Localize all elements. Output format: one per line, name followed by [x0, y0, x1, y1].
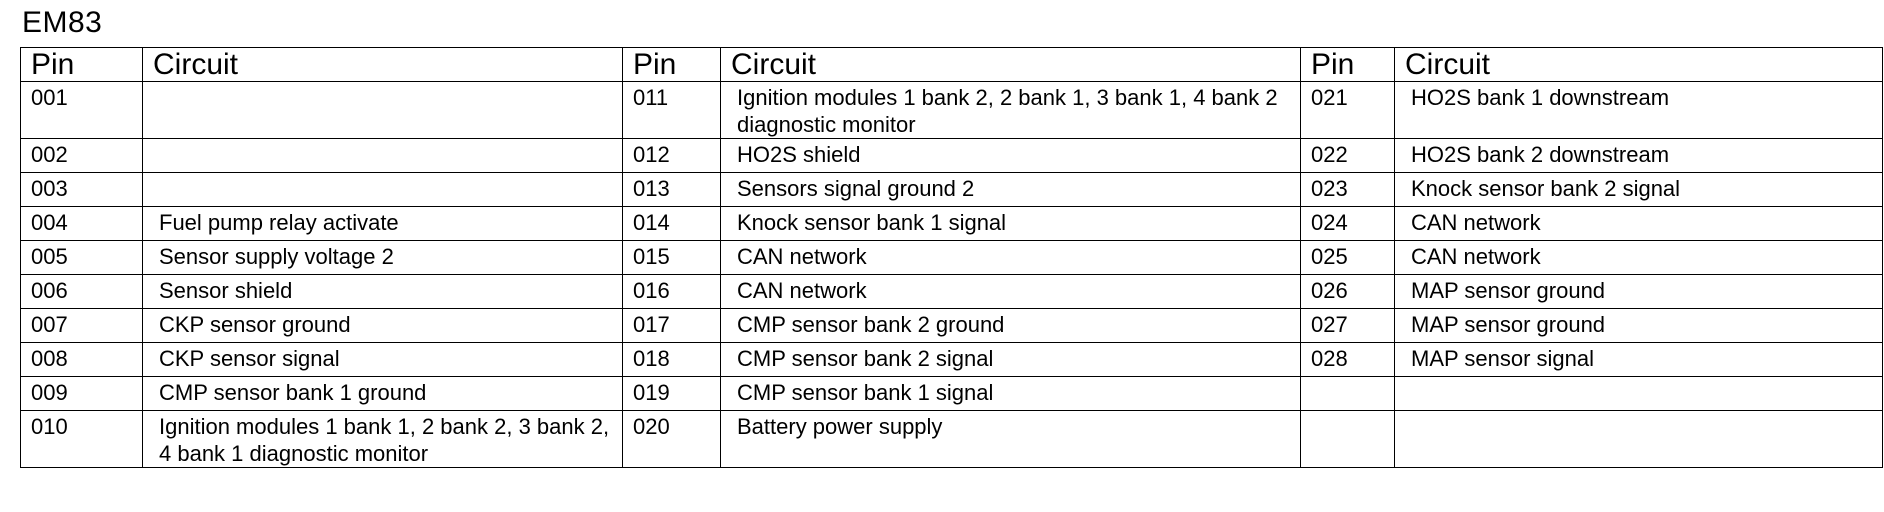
circuit-cell: Sensor shield	[143, 275, 623, 309]
circuit-cell: Sensors signal ground 2	[721, 173, 1301, 207]
circuit-cell: Knock sensor bank 1 signal	[721, 207, 1301, 241]
pin-cell: 001	[21, 82, 143, 139]
circuit-cell: CMP sensor bank 2 signal	[721, 343, 1301, 377]
circuit-cell	[143, 82, 623, 139]
pin-cell: 025	[1301, 241, 1395, 275]
table-row	[21, 139, 1883, 173]
table-row	[21, 377, 1883, 411]
circuit-cell: Fuel pump relay activate	[143, 207, 623, 241]
pin-cell: 002	[21, 139, 143, 173]
circuit-cell: CKP sensor signal	[143, 343, 623, 377]
circuit-cell: Ignition modules 1 bank 2, 2 bank 1, 3 bank 1, 4 bank 2 diagnostic monitor	[721, 82, 1301, 139]
circuit-cell: CKP sensor ground	[143, 309, 623, 343]
pin-cell: 011	[623, 82, 721, 139]
circuit-header-3: Circuit	[1395, 48, 1883, 82]
circuit-cell: Sensor supply voltage 2	[143, 241, 623, 275]
pin-header-2: Pin	[623, 48, 721, 82]
circuit-cell	[143, 173, 623, 207]
pin-cell: 026	[1301, 275, 1395, 309]
circuit-cell: HO2S shield	[721, 139, 1301, 173]
circuit-cell: HO2S bank 1 downstream	[1395, 82, 1883, 139]
pin-cell: 003	[21, 173, 143, 207]
table-row	[21, 241, 1883, 275]
pin-cell: 013	[623, 173, 721, 207]
circuit-cell: MAP sensor signal	[1395, 343, 1883, 377]
pin-header-3: Pin	[1301, 48, 1395, 82]
pin-cell	[1301, 377, 1395, 411]
table-row	[21, 275, 1883, 309]
pin-cell: 007	[21, 309, 143, 343]
circuit-cell	[1395, 377, 1883, 411]
circuit-cell	[143, 139, 623, 173]
pin-cell: 010	[21, 411, 143, 468]
pin-cell: 012	[623, 139, 721, 173]
pin-cell: 019	[623, 377, 721, 411]
pin-header-1: Pin	[21, 48, 143, 82]
pin-cell	[1301, 411, 1395, 468]
pin-cell: 008	[21, 343, 143, 377]
circuit-cell	[1395, 411, 1883, 468]
circuit-cell: CAN network	[721, 241, 1301, 275]
circuit-cell: CMP sensor bank 2 ground	[721, 309, 1301, 343]
pin-circuit-table	[20, 47, 1883, 468]
pin-cell: 027	[1301, 309, 1395, 343]
circuit-cell: Ignition modules 1 bank 1, 2 bank 2, 3 bank 2, 4 bank 1 diagnostic monitor	[143, 411, 623, 468]
table-row	[21, 82, 1883, 139]
pin-cell: 014	[623, 207, 721, 241]
circuit-cell: CAN network	[1395, 241, 1883, 275]
header-row	[21, 48, 1883, 82]
table-row	[21, 173, 1883, 207]
circuit-cell: Knock sensor bank 2 signal	[1395, 173, 1883, 207]
circuit-cell: CMP sensor bank 1 ground	[143, 377, 623, 411]
pin-cell: 006	[21, 275, 143, 309]
pin-cell: 022	[1301, 139, 1395, 173]
pin-cell: 020	[623, 411, 721, 468]
pin-cell: 004	[21, 207, 143, 241]
pin-cell: 009	[21, 377, 143, 411]
pin-cell: 024	[1301, 207, 1395, 241]
pin-cell: 028	[1301, 343, 1395, 377]
pin-cell: 023	[1301, 173, 1395, 207]
pin-cell: 005	[21, 241, 143, 275]
circuit-cell: MAP sensor ground	[1395, 275, 1883, 309]
circuit-cell: CAN network	[1395, 207, 1883, 241]
table-row	[21, 309, 1883, 343]
circuit-cell: CAN network	[721, 275, 1301, 309]
circuit-cell: CMP sensor bank 1 signal	[721, 377, 1301, 411]
table-row	[21, 411, 1883, 468]
circuit-header-1: Circuit	[143, 48, 623, 82]
table-row	[21, 207, 1883, 241]
pin-cell: 017	[623, 309, 721, 343]
pin-cell: 021	[1301, 82, 1395, 139]
pin-cell: 015	[623, 241, 721, 275]
pin-cell: 018	[623, 343, 721, 377]
circuit-cell: HO2S bank 2 downstream	[1395, 139, 1883, 173]
circuit-cell: MAP sensor ground	[1395, 309, 1883, 343]
connector-title: EM83	[22, 6, 103, 39]
table-row	[21, 343, 1883, 377]
pin-cell: 016	[623, 275, 721, 309]
circuit-cell: Battery power supply	[721, 411, 1301, 468]
circuit-header-2: Circuit	[721, 48, 1301, 82]
